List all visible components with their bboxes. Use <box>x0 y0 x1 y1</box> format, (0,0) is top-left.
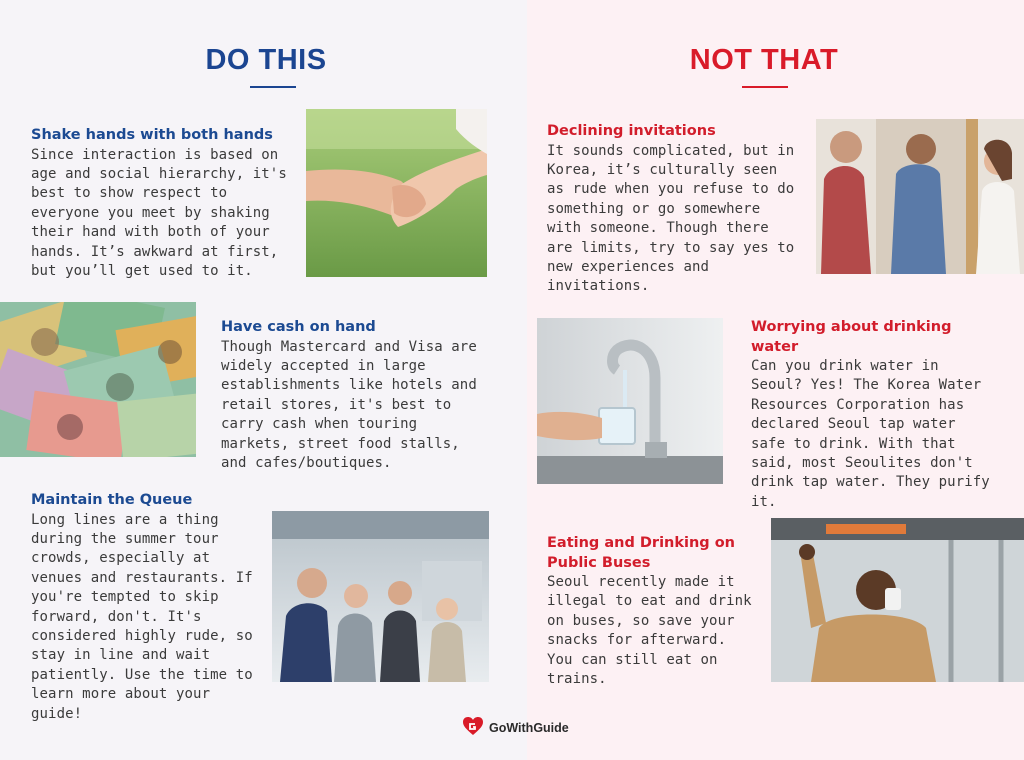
tip-title: Shake hands with both hands <box>31 127 273 143</box>
tip-shake-hands <box>31 126 293 281</box>
tip-title: Have cash on hand <box>221 319 376 335</box>
tip-drinking-water <box>751 318 991 512</box>
tip-title: Declining invitations <box>547 123 716 139</box>
tip-body: Though Mastercard and Visa are widely accepted in large establishments like hotels and retail stores, it's best to carry cash when touring markets, street food stalls, and cafes/boutiques. <box>221 338 477 471</box>
tip-title: Maintain the Queue <box>31 492 193 508</box>
do-this-underline <box>250 86 296 88</box>
people-queueing-photo <box>272 511 489 682</box>
tip-body: It sounds complicated, but in Korea, it’s culturally seen as rude when you refuse to do something or go somewhere with someone. Though there are limits, try to say yes to new experiences and invitations. <box>547 142 795 295</box>
do-this-heading: DO THIS <box>205 44 327 76</box>
tip-body: Since interaction is based on age and social hierarchy, it's best to show respect to everyone you meet by shaking their hand with both of your hands. It’s awkward at first, but you’ll get used to it. <box>31 146 287 279</box>
gowithguide-logo-icon <box>462 716 484 740</box>
tip-cash-on-hand <box>221 318 491 473</box>
gowithguide-logo[interactable] <box>462 716 569 740</box>
man-drinking-on-bus-photo <box>771 518 1024 682</box>
tip-maintain-queue <box>31 491 261 724</box>
tip-body: Can you drink water in Seoul? Yes! The Korea Water Resources Corporation has declared Seoul tap water safe to drink. With that said, most Seoulites don't drink tap water. They purify it. <box>751 358 990 510</box>
tap-water-glass-photo <box>537 318 723 484</box>
tip-body: Long lines are a thing during the summer tour crowds, especially at venues and restaurants. If you're tempted to skip forward, don't. It's considered highly rude, so stay in line and wait patiently. Use the time to learn more about your guide! <box>31 511 253 722</box>
tip-body: Seoul recently made it illegal to eat and drink on buses, so save your snacks for afterward. You can still eat on trains. <box>547 574 752 688</box>
brand-name: GoWithGuide <box>489 721 569 735</box>
friends-at-door-photo <box>816 119 1024 274</box>
tip-title: Worrying about drinking water <box>751 319 952 355</box>
korean-won-banknotes-photo <box>0 302 196 457</box>
not-that-underline <box>742 86 788 88</box>
tip-declining-invitations <box>547 122 797 297</box>
tip-eating-on-buses <box>547 534 757 689</box>
handshake-photo <box>306 109 487 277</box>
tip-title: Eating and Drinking on Public Buses <box>547 535 736 571</box>
not-that-heading: NOT THAT <box>689 44 839 76</box>
